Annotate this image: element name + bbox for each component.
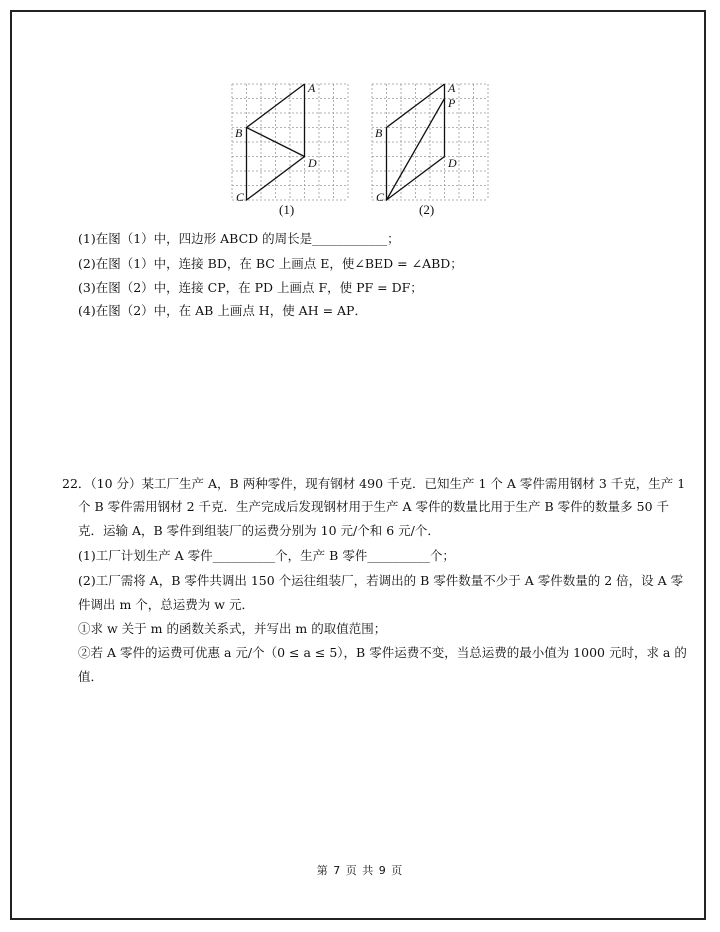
point-label-c: C [376,190,385,204]
point-label-a: A [448,81,456,95]
q21-item-4: (4)在图（2）中，在 AB 上画点 H，使 AH = AP． [78,303,367,318]
point-label-d: D [448,156,457,170]
q22-line-1: 22．（10 分）某工厂生产 A，B 两种零件，现有钢材 490 千克．已知生产 1 个 A 零件需用钢材 3 千克，生产 1 [62,476,686,491]
q21-item-1: (1)在图（1）中，四边形 ABCD 的周长是____________； [78,231,400,246]
q22-line-6: 件调出 m 个，总运费为 w 元． [78,597,254,612]
q22-line-5: (2)工厂需将 A，B 零件共调出 150 个运往组装厂，若调出的 B 零件数量不少于 A 零件数量的 2 倍，设 A 零 [78,573,684,588]
q21-item-3: (3)在图（2）中，连接 CP，在 PD 上画点 F，使 PF = DF； [78,280,423,295]
q22-line-9: 值． [78,669,104,684]
q21-item-2: (2)在图（1）中，连接 BD，在 BC 上画点 E，使∠BED = ∠ABD； [78,256,463,271]
figure-1-caption: (1) [279,202,295,217]
page-footer: 第 7 页 共 9 页 [316,864,404,877]
point-label-b: B [235,126,243,140]
point-label-d: D [308,156,317,170]
figure-2-caption: (2) [419,202,435,217]
point-label-p: P [448,96,456,110]
point-label-b: B [375,126,383,140]
figure-2-diagram [370,82,500,202]
point-label-c: C [236,190,245,204]
q22-line-4: (1)工厂计划生产 A 零件__________个，生产 B 零件__________个； [78,548,455,563]
q22-line-3: 克．运输 A，B 零件到组装厂的运费分别为 10 元/个和 6 元/个． [78,523,440,538]
figure-2 [370,81,500,217]
q22-line-8: ②若 A 零件的运费可优惠 a 元/个（0 ≤ a ≤ 5），B 零件运费不变，当总运费的最小值为 1000 元时，求 a 的 [78,645,687,660]
figure-1 [230,81,360,217]
point-label-a: A [308,81,316,95]
q22-line-2: 个 B 零件需用钢材 2 千克．生产完成后发现钢材用于生产 A 零件的数量比用于生产 B 零件的数量多 50 千 [78,499,669,514]
q22-line-7: ①求 w 关于 m 的函数关系式，并写出 m 的取值范围； [78,621,387,636]
figure-1-diagram [230,82,360,202]
